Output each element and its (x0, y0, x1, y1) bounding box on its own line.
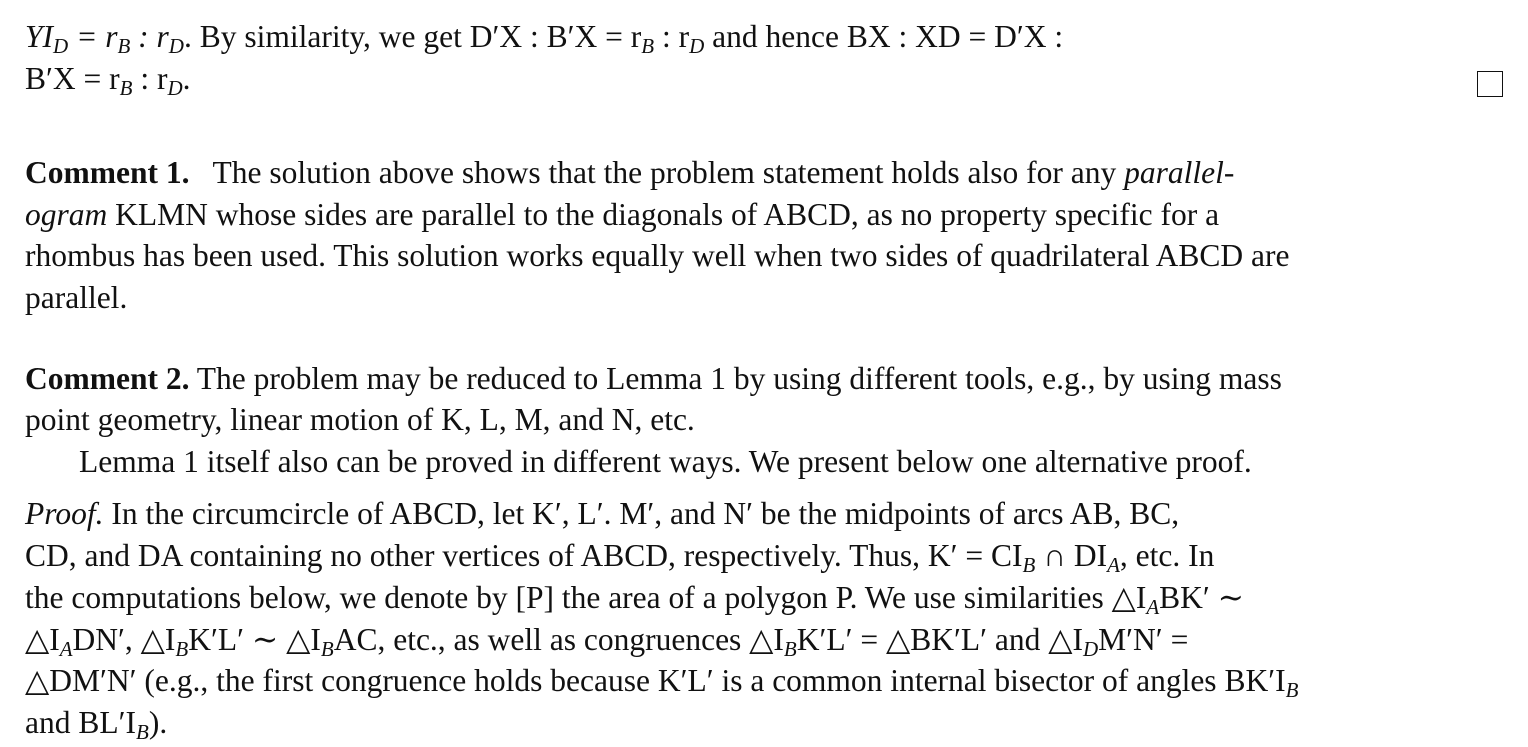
proof-line-3: the computations below, we denote by [P] the area of a polygon P. We use similarities $\triangle I_ABK'$ ∼ (25, 580, 1245, 619)
comment1-line-4: parallel. (25, 280, 128, 315)
comment2-line-3: Lemma 1 itself also can be proved in different ways. We present below one alternative proof. (79, 444, 1252, 479)
proof-line-2: CD, and DA containing no other vertices of ABCD, respectively. Thus, $K' = CI_B$ ∩ $DI_A$, etc. In (25, 538, 1215, 577)
proof-line-4: $\triangle I_ADN'$, $\triangle I_BK'L'$ ∼ $\triangle I_BAC$, etc., as well as congruences $\triangle I_BK'L'$ = △BK′L′ and $\triangle I_DM'N'$ = (25, 622, 1189, 661)
proof-line-6: and $BL'I_B$). (25, 705, 168, 744)
comment2-line-1: Comment 2. The problem may be reduced to Lemma 1 by using different tools, e.g., by using mass (25, 361, 1282, 396)
comment2-label: Comment 2. (25, 361, 190, 396)
text-segment: $YI_D = r_B$ : $r_D$. By similarity, we get D′X : $B'X = r_B$ : $r_D$ and hence BX : XD = D′X : (25, 19, 1064, 58)
comment1-label: Comment 1. (25, 155, 190, 190)
comment2-line-2: point geometry, linear motion of K, L, M, and N, etc. (25, 402, 695, 437)
comment1-line-3: rhombus has been used. This solution works equally well when two sides of quadrilateral ABCD are (25, 238, 1290, 273)
proof-line-1: Proof. In the circumcircle of ABCD, let K′, L′. M′, and N′ be the midpoints of arcs AB, BC, (25, 496, 1180, 531)
proof-label: Proof. (25, 496, 104, 531)
comment1-line-1 (25, 152, 1507, 194)
text-segment: Comment 1. The solution above shows that the problem statement holds also for any parallel- (25, 155, 1235, 190)
qed-square-icon (1477, 71, 1503, 97)
text-line-1 (25, 16, 1507, 58)
proof-line-5: △DM′N′ (e.g., the first congruence holds because K′L′ is a common internal bisector of angles $BK'I_B$ (25, 663, 1299, 702)
comment1-line-2: ogram KLMN whose sides are parallel to the diagonals of ABCD, as no property specific for a (25, 197, 1220, 232)
text-line-2: $B'X = r_B$ : $r_D$. (25, 61, 191, 100)
